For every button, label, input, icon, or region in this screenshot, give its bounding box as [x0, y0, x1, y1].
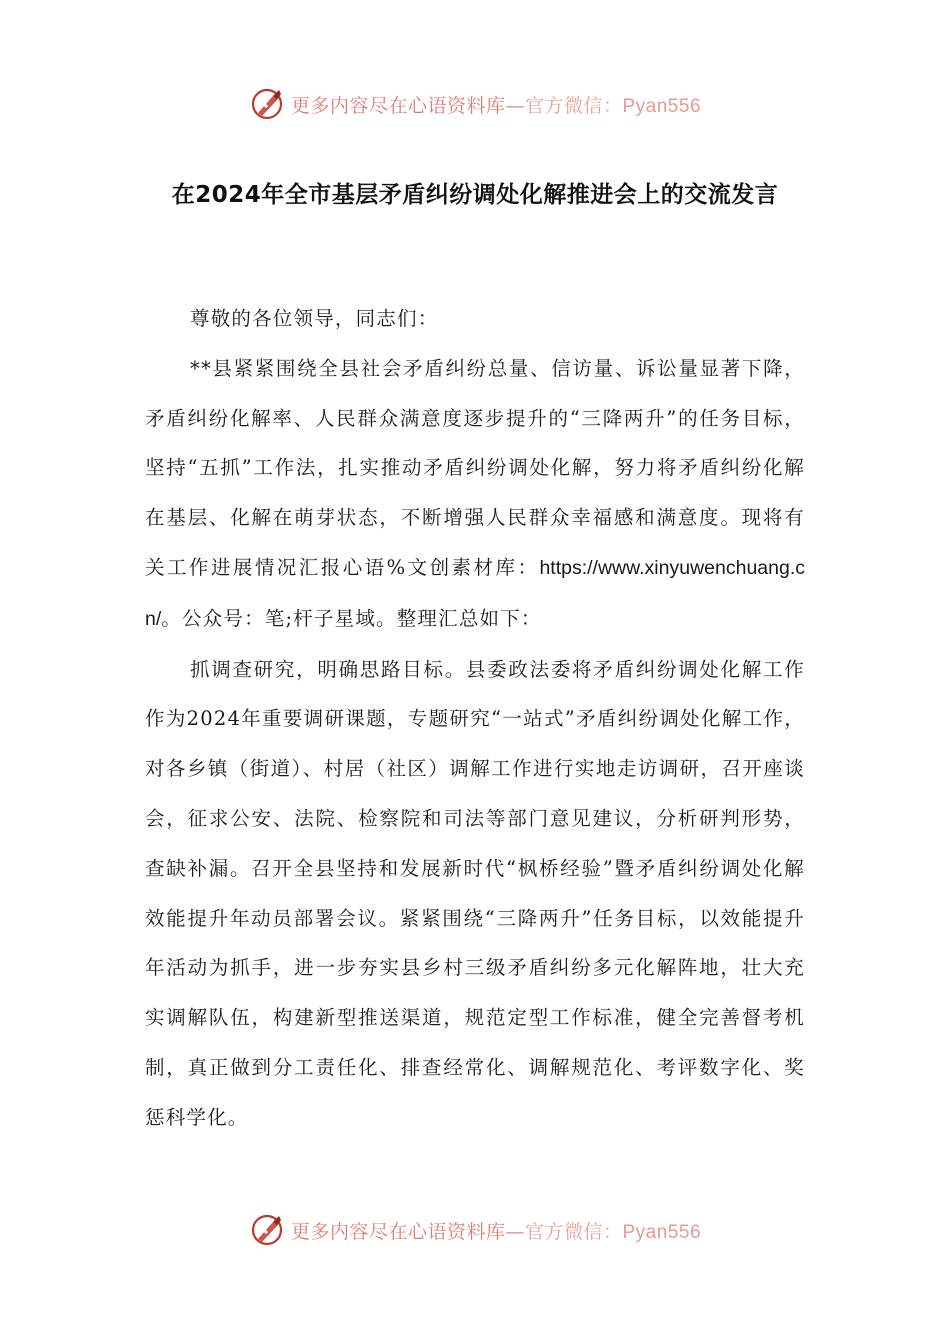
watermark-official-label: 官方微信： — [524, 94, 623, 117]
source-url-link[interactable]: https://www.xinyuwenchuang.cn/ — [145, 556, 805, 630]
salutation: 尊敬的各位领导，同志们： — [190, 307, 439, 330]
watermark-brand: 更多内容尽在心语资料库 — [290, 1220, 506, 1243]
watermark-official-label: 官方微信： — [524, 1220, 623, 1243]
document-body — [145, 294, 805, 1143]
watermark-wechat-id: Pyan556 — [622, 1221, 702, 1243]
watermark-footer — [0, 1208, 950, 1252]
watermark-text — [291, 91, 701, 118]
pen-nib-logo-icon — [249, 1212, 285, 1248]
paragraph-intro — [145, 344, 805, 645]
watermark-text — [291, 1217, 701, 1244]
watermark-separator: — — [505, 1220, 525, 1243]
watermark-separator: — — [505, 94, 525, 117]
watermark-header — [0, 82, 950, 126]
watermark-brand: 更多内容尽在心语资料库 — [290, 94, 506, 117]
paragraph-research: 抓调查研究，明确思路目标。县委政法委将矛盾纠纷调处化解工作作为2024年重要调研课题，专题研究“一站式”矛盾纠纷调处化解工作，对各乡镇（街道）、村居（社区）调解工作进行实地走访调研，召开座谈会，征求公安、法院、检察院和司法等部门意见建议，分析研判形势，查缺补漏。召开全县坚持和发展新时代“枫桥经验”暨矛盾纠纷调处化解效能提升年动员部署会议。紧紧围绕“三降两升”任务目标，以效能提升年活动为抓手，进一步夯实县乡村三级矛盾纠纷多元化解阵地，壮大充实调解队伍，构建新型推送渠道，规范定型工作标准，健全完善督考机制，真正做到分工责任化、排查经常化、调解规范化、考评数字化、奖惩科学化。 — [145, 657, 805, 1129]
watermark-wechat-id: Pyan556 — [622, 95, 702, 117]
paragraph-intro-text: **县紧紧围绕全县社会矛盾纠纷总量、信访量、诉讼量显著下降，矛盾纠纷化解率、人民群众满意度逐步提升的“三降两升”的任务目标，坚持“五抓”工作法，扎实推动矛盾纠纷调处化解，努力将矛盾纠纷化解在基层、化解在萌芽状态，不断增强人民群众幸福感和满意度。现将有关工作进展情况汇报心语%文创素材库： — [145, 356, 805, 579]
paragraph-intro-text-end: 。公众号：笔;杆子星域。整理汇总如下： — [161, 606, 542, 630]
pen-nib-logo-icon — [249, 86, 285, 122]
document-title: 在2024年全市基层矛盾纠纷调处化解推进会上的交流发言 — [171, 182, 779, 208]
